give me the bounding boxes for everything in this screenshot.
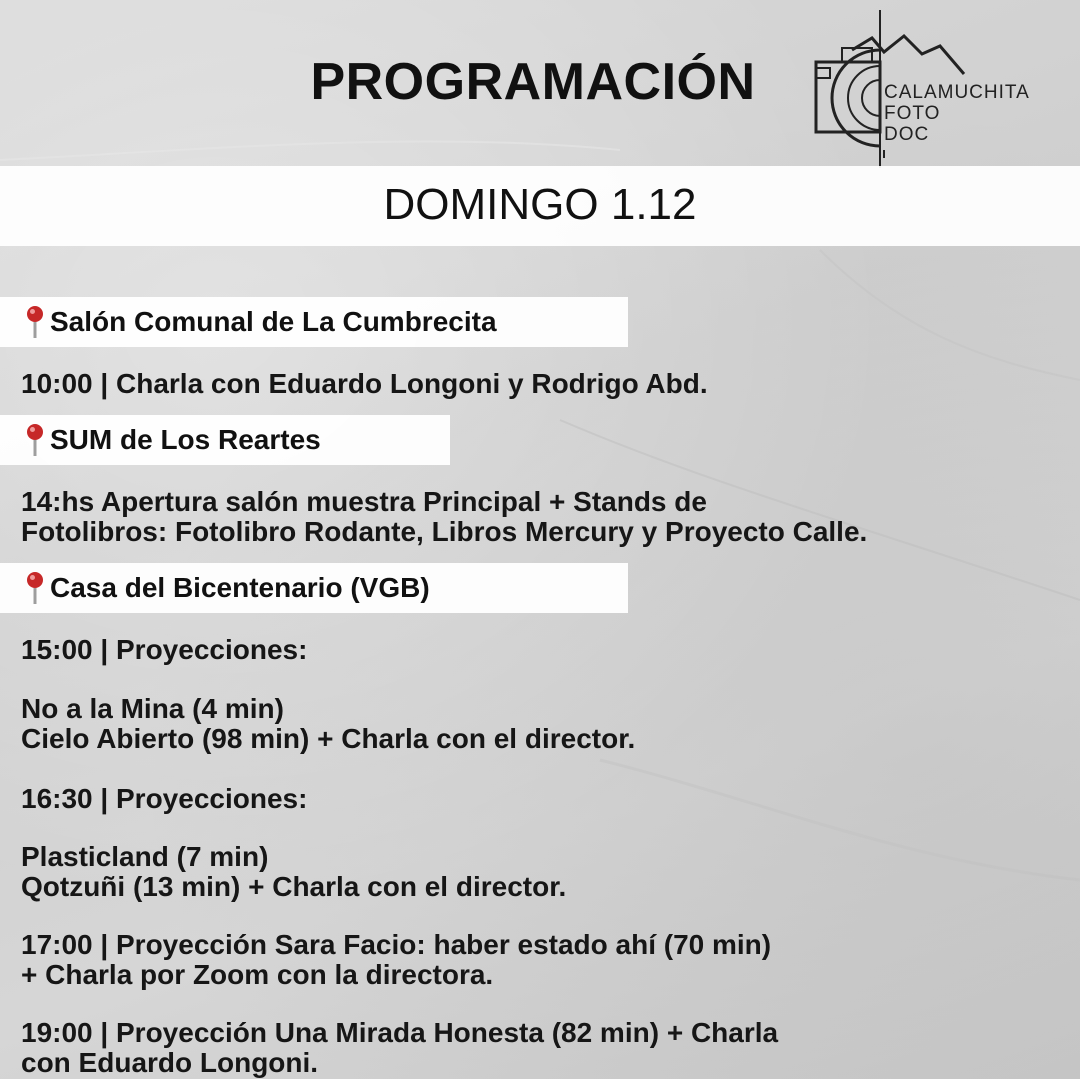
venue-banner-1 [0, 297, 628, 347]
schedule-line: Plasticland (7 min) [21, 841, 269, 872]
venue-name: Salón Comunal de La Cumbrecita [50, 306, 497, 337]
page-title: PROGRAMACIÓN [310, 53, 756, 111]
logo-wordmark [884, 82, 1030, 145]
logo-line-2: FOTO [884, 103, 941, 124]
schedule-line: 15:00 | Proyecciones: [21, 634, 308, 665]
schedule-line: Fotolibros: Fotolibro Rodante, Libros Mercury y Proyecto Calle. [21, 516, 868, 547]
red-pin-icon [22, 422, 48, 458]
schedule-line: Qotzuñi (13 min) + Charla con el director. [21, 871, 567, 902]
logo-line-1: CALAMUCHITA [884, 82, 1030, 103]
schedule-line: 16:30 | Proyecciones: [21, 783, 308, 814]
venue-banner-3 [0, 563, 628, 613]
schedule-line: 19:00 | Proyección Una Mirada Honesta (82 min) + Charla [21, 1017, 779, 1048]
venue-name: Casa del Bicentenario (VGB) [50, 572, 430, 603]
red-pin-icon [22, 304, 48, 340]
schedule-line: No a la Mina (4 min) [21, 693, 284, 724]
schedule-line: con Eduardo Longoni. [21, 1047, 319, 1078]
logo-line-3: DOC [884, 124, 930, 145]
schedule-line: Cielo Abierto (98 min) + Charla con el director. [21, 723, 636, 754]
schedule-line: 17:00 | Proyección Sara Facio: haber estado ahí (70 min) [21, 929, 772, 960]
red-pin-icon [22, 570, 48, 606]
schedule-line: 10:00 | Charla con Eduardo Longoni y Rodrigo Abd. [21, 368, 708, 399]
venue-name: SUM de Los Reartes [50, 424, 321, 455]
day-heading: DOMINGO 1.12 [383, 180, 697, 229]
venue-banner-2 [0, 415, 450, 465]
schedule-line: 14:hs Apertura salón muestra Principal + Stands de [21, 486, 707, 517]
schedule-line: + Charla por Zoom con la directora. [21, 959, 494, 990]
